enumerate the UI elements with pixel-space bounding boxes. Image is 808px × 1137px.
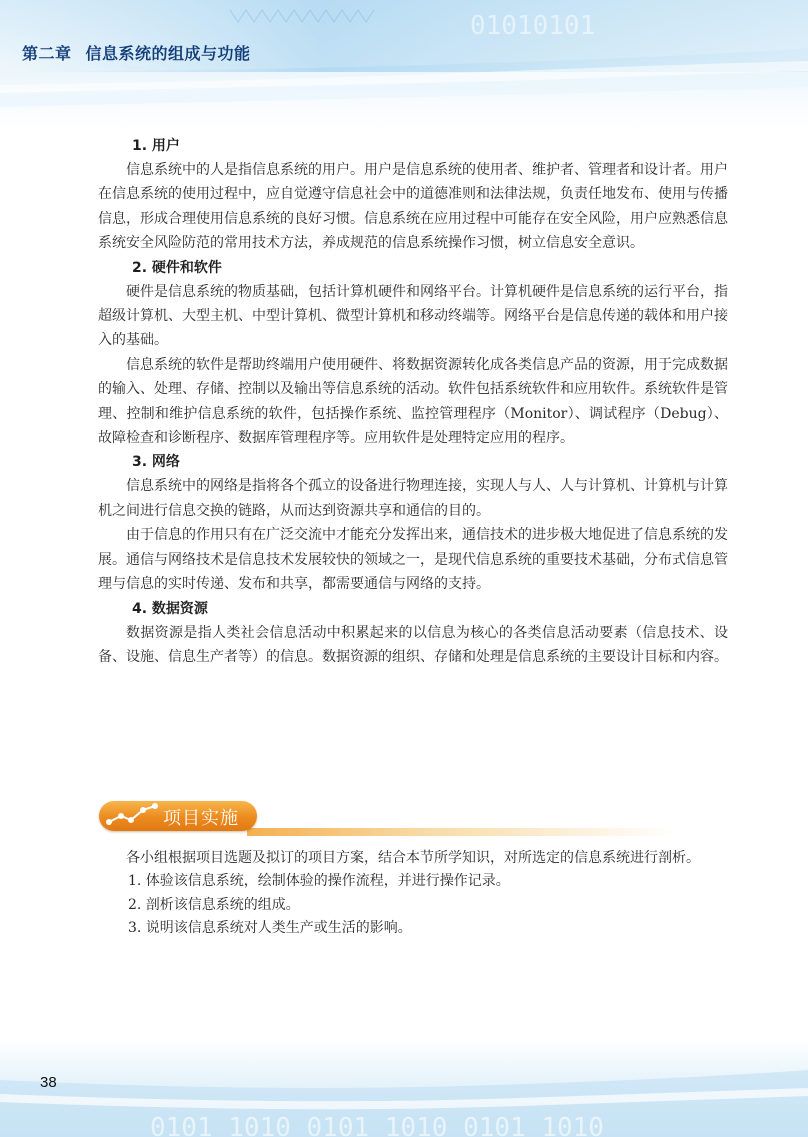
paragraph-network-2: 由于信息的作用只有在广泛交流中才能充分发挥出来，通信技术的进步极大地促进了信息系统的发展。通信与网络技术是信息技术发展较快的领域之一，是现代信息系统的重要技术基础，分布式信息管理与信息的实时传递、发布和共享，都需要通信与网络的支持。 — [98, 527, 728, 593]
chapter-name: 信息系统的组成与功能 — [85, 44, 251, 63]
page-footer — [0, 1040, 808, 1137]
project-body — [98, 846, 728, 941]
section-heading-data-resources: 4. 数据资源 — [132, 600, 208, 617]
paragraph-network-1: 信息系统中的网络是指将各个孤立的设备进行物理连接，实现人与人、人与计算机、计算机与计算机之间进行信息交换的链路，从而达到资源共享和通信的目的。 — [98, 478, 728, 519]
paragraph-hardware: 硬件是信息系统的物质基础，包括计算机硬件和网络平台。计算机硬件是信息系统的运行平台，指超级计算机、大型主机、中型计算机、微型计算机和移动终端等。网络平台是信息传递的载体和用户接入的基础。 — [98, 283, 728, 349]
section-heading-network: 3. 网络 — [132, 454, 180, 471]
section-heading-users: 1. 用户 — [132, 138, 180, 154]
project-banner-rule — [247, 828, 677, 836]
paragraph-users: 信息系统中的人是指信息系统的用户。用户是信息系统的使用者、维护者、管理者和设计者。用户在信息系统的使用过程中，应自觉遵守信息社会中的道德准则和法律法规，负责任地发布、使用与传播信息，形成合理使用信息系统的良好习惯。信息系统在应用过程中可能存在安全风险，用户应熟悉信息系统安全风险防范的常用技术方法，养成规范的信息系统操作习惯，树立信息安全意识。 — [98, 162, 728, 252]
project-item: 3. 说明该信息系统对人类生产或生活的影响。 — [128, 920, 412, 936]
project-item: 2. 剖析该信息系统的组成。 — [128, 896, 300, 913]
project-banner — [97, 798, 577, 838]
section-heading-hardware-software: 2. 硬件和软件 — [132, 259, 222, 276]
chapter-header — [0, 0, 808, 130]
chapter-number: 第二章 — [22, 44, 72, 63]
footer-decoration — [0, 1040, 808, 1137]
project-intro: 各小组根据项目选题及拟订的项目方案，结合本节所学知识，对所选定的信息系统进行剖析。 — [126, 850, 700, 866]
trend-line-icon — [105, 802, 163, 830]
page-number: 38 — [40, 1074, 57, 1091]
header-decoration — [0, 0, 808, 130]
project-title: 项目实施 — [163, 808, 239, 829]
project-item: 1. 体验该信息系统，绘制体验的操作流程，并进行操作记录。 — [128, 873, 510, 889]
main-content — [98, 134, 728, 669]
chapter-title — [22, 41, 251, 64]
svg-text:01010101: 01010101 — [470, 11, 596, 41]
paragraph-data-resources: 数据资源是指人类社会信息活动中积累起来的以信息为核心的各类信息活动要素（信息技术、设备、设施、信息生产者等）的信息。数据资源的组织、存储和处理是信息系统的主要设计目标和内容。 — [98, 624, 728, 665]
svg-text:0101 1010 0101 1010 0101 1010: 0101 1010 0101 1010 0101 1010 — [150, 1113, 604, 1137]
paragraph-software: 信息系统的软件是帮助终端用户使用硬件、将数据资源转化成各类信息产品的资源，用于完成数据的输入、处理、存储、控制以及输出等信息系统的活动。软件包括系统软件和应用软件。系统软件是管理、控制和维护信息系统的软件，包括操作系统、监控管理程序（Monitor）、调试程序（Debug）、故障检查和诊断程序、数据库管理程序等。应用软件是处理特定应用的程序。 — [98, 356, 728, 447]
